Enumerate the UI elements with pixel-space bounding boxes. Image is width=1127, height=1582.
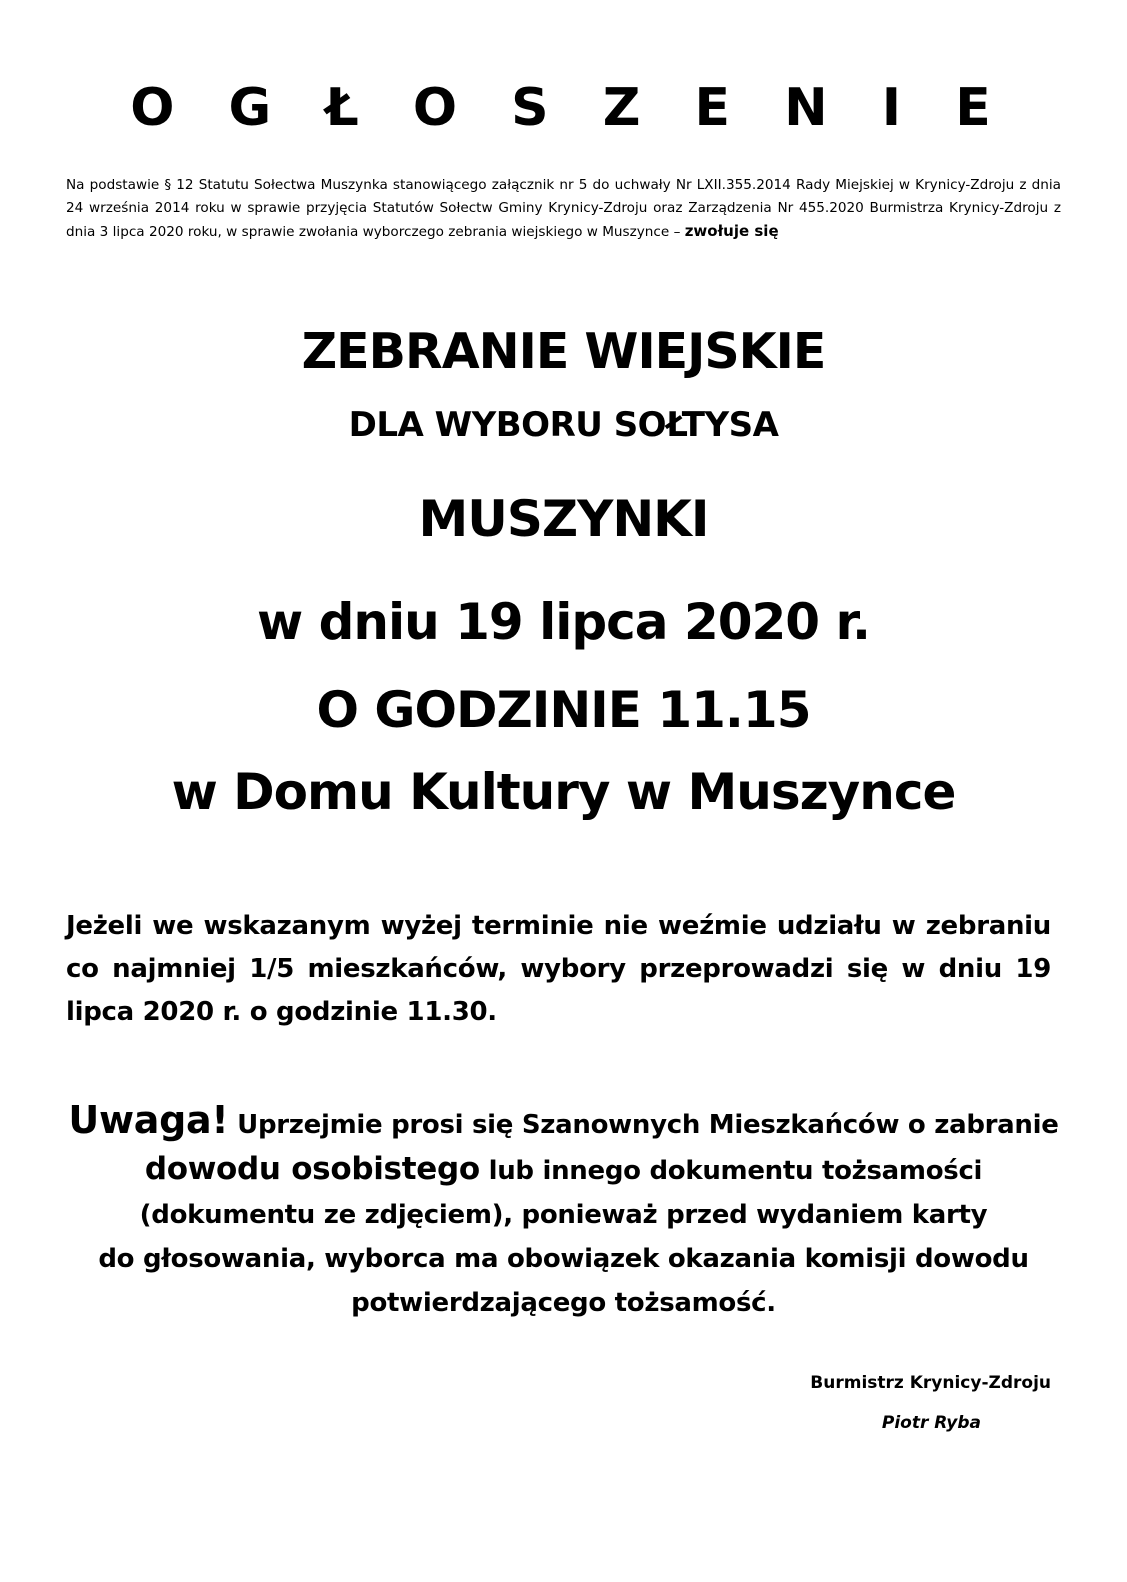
meeting-purpose: DLA WYBORU SOŁTYSA (348, 405, 779, 445)
meeting-heading: ZEBRANIE WIEJSKIE (301, 323, 826, 380)
signer-name: Piotr Ryba (881, 1413, 981, 1433)
notice-line-1 (40, 1098, 1087, 1147)
notice-text-2: lub innego dokumentu tożsamości (479, 1156, 983, 1186)
notice-line-4: do głosowania, wyborca ma obowiązek okazania komisji dowodu (98, 1244, 1029, 1274)
convenes-phrase: zwołuje się (684, 222, 779, 240)
quorum-note: Jeżeli we wskazanym wyżej terminie nie weźmie udziału w zebraniu co najmniej 1/5 mieszkańców, wybory przeprowadzi się w dniu 19 lipca 2020 r. o godzinie 11.30. (66, 911, 1051, 1027)
notice-line-5: potwierdzającego tożsamość. (351, 1288, 776, 1318)
village-name: MUSZYNKI (418, 490, 709, 548)
announcement-title: O G Ł O S Z E N I E (130, 78, 1009, 138)
legal-basis-text: Na podstawie § 12 Statutu Sołectwa Muszynka stanowiącego załącznik nr 5 do uchwały Nr LXII.355.2014 Rady Miejskiej w Krynicy-Zdroju z dnia 24 września 2014 roku w sprawie przyjęcia Statutów Sołectw Gminy Krynicy-Zdroju oraz Zarządzenia Nr 455.2020 Burmistrza Krynicy-Zdroju z dnia 3 lipca 2020 roku, w sprawie zwołania wyborczego zebrania wiejskiego w Muszynce – (66, 177, 1061, 240)
notice-label: Uwaga! (68, 1098, 229, 1142)
legal-basis-paragraph (66, 174, 1061, 244)
notice-paragraph (40, 1098, 1087, 1325)
notice-line-3: (dokumentu ze zdjęciem), ponieważ przed wydaniem karty (139, 1200, 988, 1230)
notice-line-2 (40, 1147, 1087, 1193)
meeting-time: O GODZINIE 11.15 (316, 681, 811, 739)
id-card-emphasis: dowodu osobistego (144, 1151, 480, 1187)
meeting-location: w Domu Kultury w Muszynce (171, 763, 956, 821)
notice-text-1: Uprzejmie prosi się Szanownych Mieszkańców o zabranie (228, 1110, 1059, 1140)
meeting-date: w dniu 19 lipca 2020 r. (256, 593, 871, 651)
signer-role: Burmistrz Krynicy-Zdroju (810, 1373, 1051, 1393)
